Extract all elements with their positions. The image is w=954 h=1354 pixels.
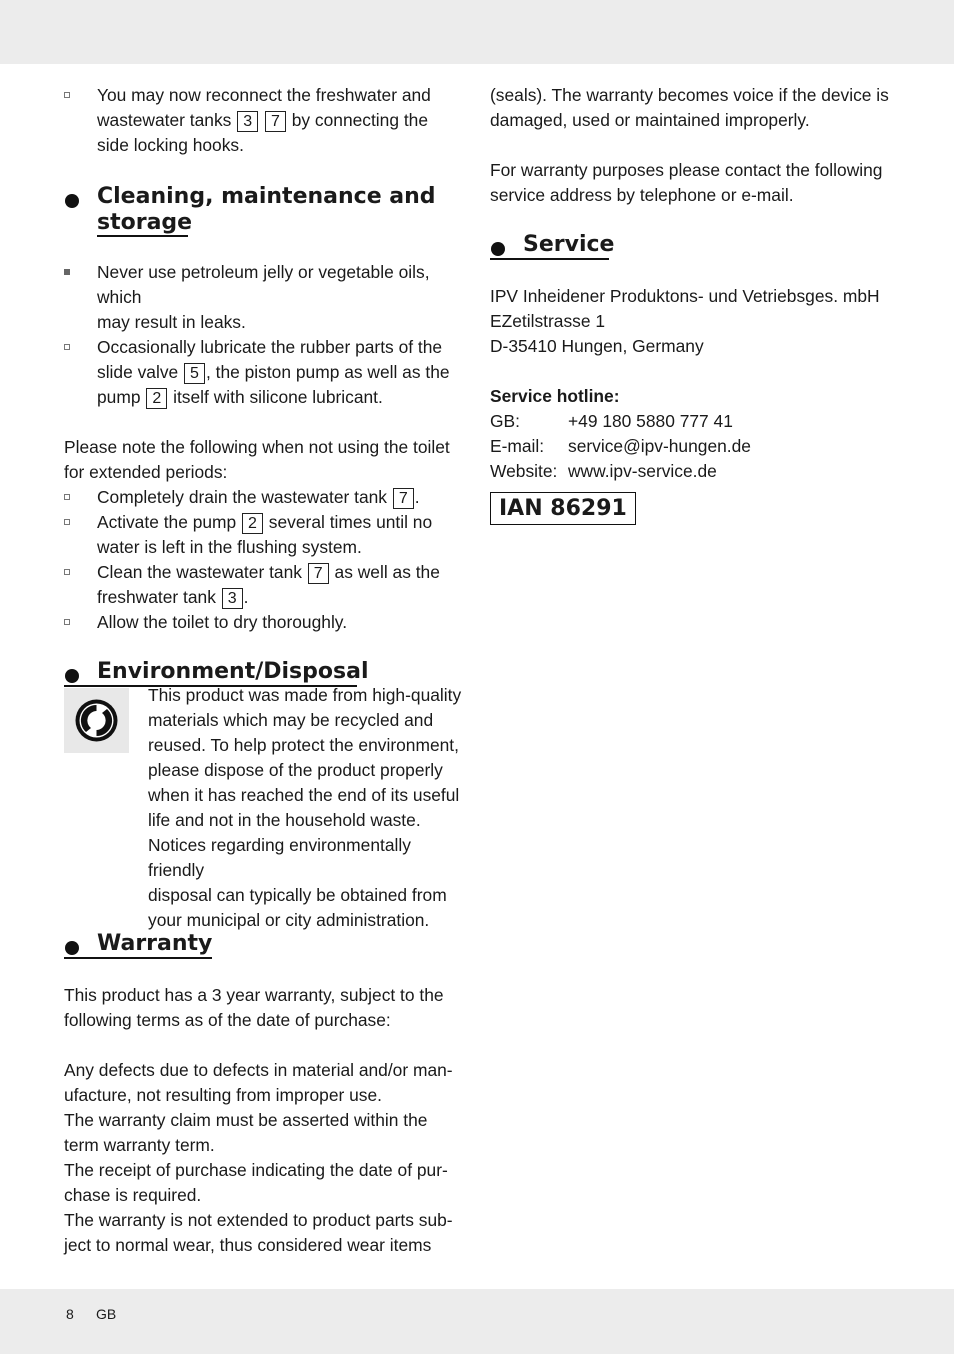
recycle-icon	[74, 698, 119, 743]
header-band	[0, 0, 954, 64]
service-address: IPV Inheidener Produktons- und Vetriebsges. mbH	[490, 286, 880, 306]
list-item-text: side locking hooks.	[97, 135, 244, 155]
paragraph: This product has a 3 year warranty, subject to the	[64, 985, 444, 1005]
bullet-dot-icon	[65, 669, 79, 683]
list-item: Activate the pump 2 several times until no water is left in the flushing system.	[64, 510, 464, 560]
part-number: 7	[393, 488, 414, 509]
hotline-label: Service hotline:	[490, 386, 620, 406]
recycle-logo	[64, 688, 129, 753]
checkbox-bullet-icon	[64, 569, 70, 575]
left-column	[64, 83, 464, 685]
page-number: 8	[66, 1306, 74, 1322]
environment-text: This product was made from high-quality materials which may be recycled and reused. To help protect the environment, please dispose of the product properly when it has reached the end of its useful life and not in the household waste. Notices regarding environmentally friendly disposal can typically be obtained from your municipal or city administration.	[148, 685, 462, 930]
section-heading-environment: Environment/Disposal	[64, 659, 464, 685]
list-item: Clean the wastewater tank 7 as well as the freshwater tank 3 .	[64, 560, 464, 610]
bullet-dot-icon	[491, 242, 505, 256]
language-code: GB	[96, 1306, 117, 1322]
list-item: Occasionally lubricate the rubber parts of the slide valve 5 , the piston pump as well as the pump 2 itself with silicone lubricant.	[64, 335, 464, 410]
footer-band	[0, 1289, 954, 1354]
paragraph: following terms as of the date of purchase:	[64, 1010, 391, 1030]
list-item	[64, 83, 464, 158]
paragraph: Please note the following when not using the toilet	[64, 437, 450, 457]
bullet-dot-icon	[65, 194, 79, 208]
part-number: 3	[222, 588, 243, 609]
part-number: 7	[308, 563, 329, 584]
right-column: (seals). The warranty becomes voice if the device is damaged, used or maintained improperly. For warranty purposes please contact the following service address by telephone or e-mail. Service IPV Inheidener Produktons- und Vetriebsges. mbH EZetilstrasse 1 D-35410 Hungen, Germany Service hotline: GB: +49 180 5880 777 41 E-mail: service@ipv-hungen.de Website: www.ipv-service.de IAN 86291	[490, 83, 890, 525]
part-number: 2	[146, 388, 167, 409]
list-item-text: You may now reconnect the freshwater and	[97, 85, 431, 105]
bullet-dot-icon	[65, 941, 79, 955]
checkbox-bullet-icon	[64, 519, 70, 525]
part-number: 7	[265, 111, 286, 132]
website-row: Website: www.ipv-service.de	[490, 461, 717, 481]
service-address: EZetilstrasse 1	[490, 311, 606, 331]
heading-underline	[490, 258, 609, 260]
phone-row: GB: +49 180 5880 777 41	[490, 411, 733, 431]
section-heading-cleaning: Cleaning, maintenance and storage	[64, 184, 464, 236]
ian-number: IAN 86291	[490, 492, 636, 525]
list-item: Completely drain the wastewater tank 7 .	[64, 485, 464, 510]
heading-underline	[64, 957, 212, 959]
list-item-text: wastewater tanks 3 7 by connecting the	[97, 110, 429, 130]
checkbox-bullet-icon	[64, 92, 70, 98]
email-row: E-mail: service@ipv-hungen.de	[490, 436, 751, 456]
part-number: 5	[184, 363, 205, 384]
part-number: 3	[237, 111, 258, 132]
checkbox-bullet-icon	[64, 619, 70, 625]
list-item: Never use petroleum jelly or vegetable oils, which may result in leaks.	[64, 260, 464, 335]
paragraph: for extended periods:	[64, 462, 228, 482]
heading-underline	[97, 235, 188, 237]
checkbox-bullet-icon	[64, 344, 70, 350]
section-heading-warranty: Warranty	[64, 931, 464, 957]
warranty-section: Warranty This product has a 3 year warranty, subject to the following terms as of the date of purchase: Any defects due to defects in material and/or man- ufacture, not resulting from improper use. The warranty claim must be asserted within the term warranty term. The receipt of purchase indicating the date of pur- chase is required. The warranty is not extended to product parts sub- ject to normal wear, thus considered wear items	[64, 931, 464, 1258]
checkbox-bullet-icon	[64, 494, 70, 500]
part-number: 2	[242, 513, 263, 534]
square-bullet-icon	[64, 269, 70, 275]
service-address: D-35410 Hungen, Germany	[490, 336, 704, 356]
section-heading-service: Service	[490, 232, 890, 258]
list-item: Allow the toilet to dry thoroughly.	[64, 610, 464, 635]
